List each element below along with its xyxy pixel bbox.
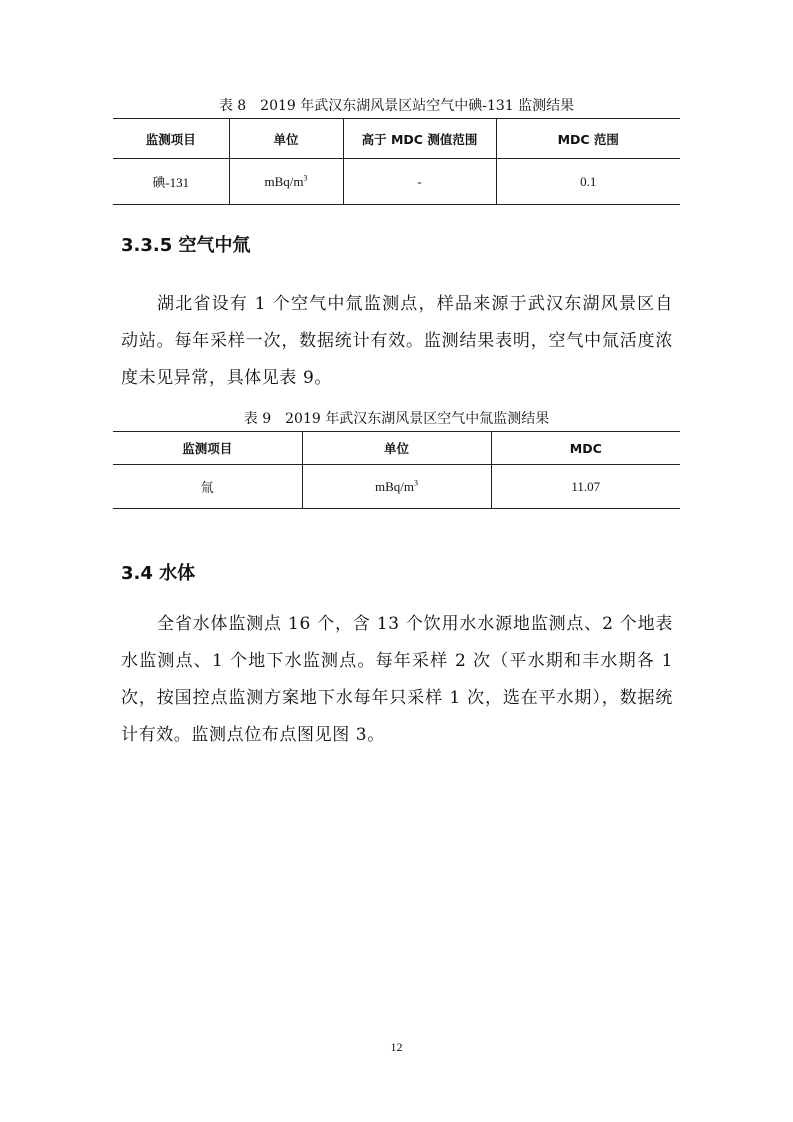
- section-3-3-5-paragraph: 湖北省设有 1 个空气中氚监测点，样品来源于武汉东湖风景区自动站。每年采样一次，数据统计有效。监测结果表明，空气中氚活度浓度未见异常，具体见表 9。: [121, 294, 673, 388]
- table8-cell-unit: [229, 159, 343, 205]
- unit-exponent: 3: [414, 478, 418, 488]
- table8-header-above-mdc: 高于 MDC 测值范围: [343, 119, 496, 159]
- section-3-4-paragraph: 全省水体监测点 16 个，含 13 个饮用水水源地监测点、2 个地表水监测点、1 个地下水监测点。每年采样 2 次（平水期和丰水期各 1 次，按国控点监测方案地下水每年只采样 1 次，选在平水期），数据统计有效。监测点位布点图见图 3。: [121, 614, 673, 745]
- table8-header-item: 监测项目: [145, 131, 196, 147]
- table8: [113, 118, 680, 205]
- table8-header-unit: 单位: [229, 119, 343, 159]
- table9-header-row: [113, 432, 680, 465]
- unit-exponent: 3: [303, 173, 308, 183]
- table8-header-mdc: MDC 范围: [496, 119, 680, 159]
- table9-cell-item: 氚: [200, 480, 214, 495]
- table9-cell-unit: [302, 465, 491, 509]
- page-number: 12: [390, 1040, 403, 1054]
- table9-header-mdc: MDC: [491, 432, 680, 465]
- table8-caption: 表 8 2019 年武汉东湖风景区站空气中碘-131 监测结果: [218, 98, 575, 114]
- table-row: [113, 465, 680, 509]
- table9-cell-mdc: 11.07: [491, 465, 680, 509]
- table-row: [113, 159, 680, 205]
- table8-cell-above-mdc: -: [343, 159, 496, 205]
- table9: [113, 431, 680, 509]
- unit-text: mBq/m: [374, 478, 414, 494]
- table8-cell-mdc: 0.1: [496, 159, 680, 205]
- table9-header-unit: 单位: [302, 432, 491, 465]
- section-heading-3-3-5: 3.3.5 空气中氚: [121, 235, 251, 256]
- table9-header-item: 监测项目: [182, 441, 233, 456]
- unit-text: mBq/m: [264, 173, 304, 189]
- table9-caption: 表 9 2019 年武汉东湖风景区空气中氚监测结果: [243, 411, 550, 427]
- table8-cell-item: 碘-131: [152, 175, 190, 190]
- table8-header-row: [113, 119, 680, 159]
- section-heading-3-4: 3.4 水体: [121, 563, 196, 584]
